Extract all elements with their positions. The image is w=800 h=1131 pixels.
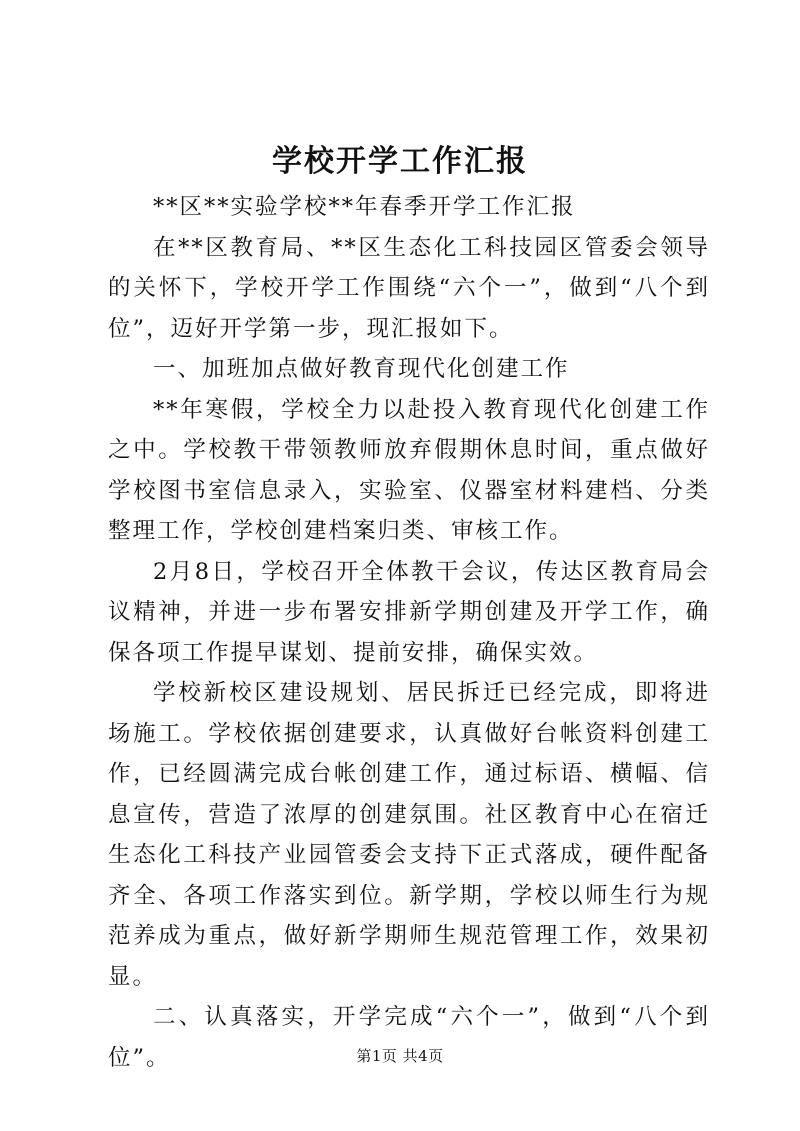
page-footer: 第1页 共4页 [356,1047,444,1065]
section-heading-1: 一、加班加点做好教育现代化创建工作 [153,356,570,382]
document-title: 学校开学工作汇报 [272,144,528,179]
body-paragraph: 2月8日，学校召开全体教干会议，传达区教育局会议精神，并进一步布署安排新学期创建及开学工作，确保各项工作提早谋划、提前安排，确保实效。 [108,558,710,666]
subtitle-paragraph: **区**实验学校**年春季开学工作汇报 [153,194,576,220]
document-body [108,187,710,1078]
body-paragraph: **年寒假，学校全力以赴投入教育现代化创建工作之中。学校教干带领教师放弃假期休息时间，重点做好学校图书室信息录入，实验室、仪器室材料建档、分类整理工作，学校创建档案归类、审核工作。 [108,396,710,544]
intro-paragraph: 在**区教育局、**区生态化工科技园区管委会领导的关怀下，学校开学工作围绕“六个一”，做到“八个到位”，迈好开学第一步，现汇报如下。 [108,234,710,342]
section-heading-2: 二、认真落实，开学完成“六个一”，做到“八个到位”。 [108,1004,710,1071]
body-paragraph: 学校新校区建设规划、居民拆迁已经完成，即将进场施工。学校依据创建要求，认真做好台帐资料创建工作，已经圆满完成台帐创建工作，通过标语、横幅、信息宣传，营造了浓厚的创建氛围。社区教育中心在宿迁生态化工科技产业园管委会支持下正式落成，硬件配备齐全、各项工作落实到位。新学期，学校以师生行为规范养成为重点，做好新学期师生规范管理工作，效果初显。 [108,680,710,990]
